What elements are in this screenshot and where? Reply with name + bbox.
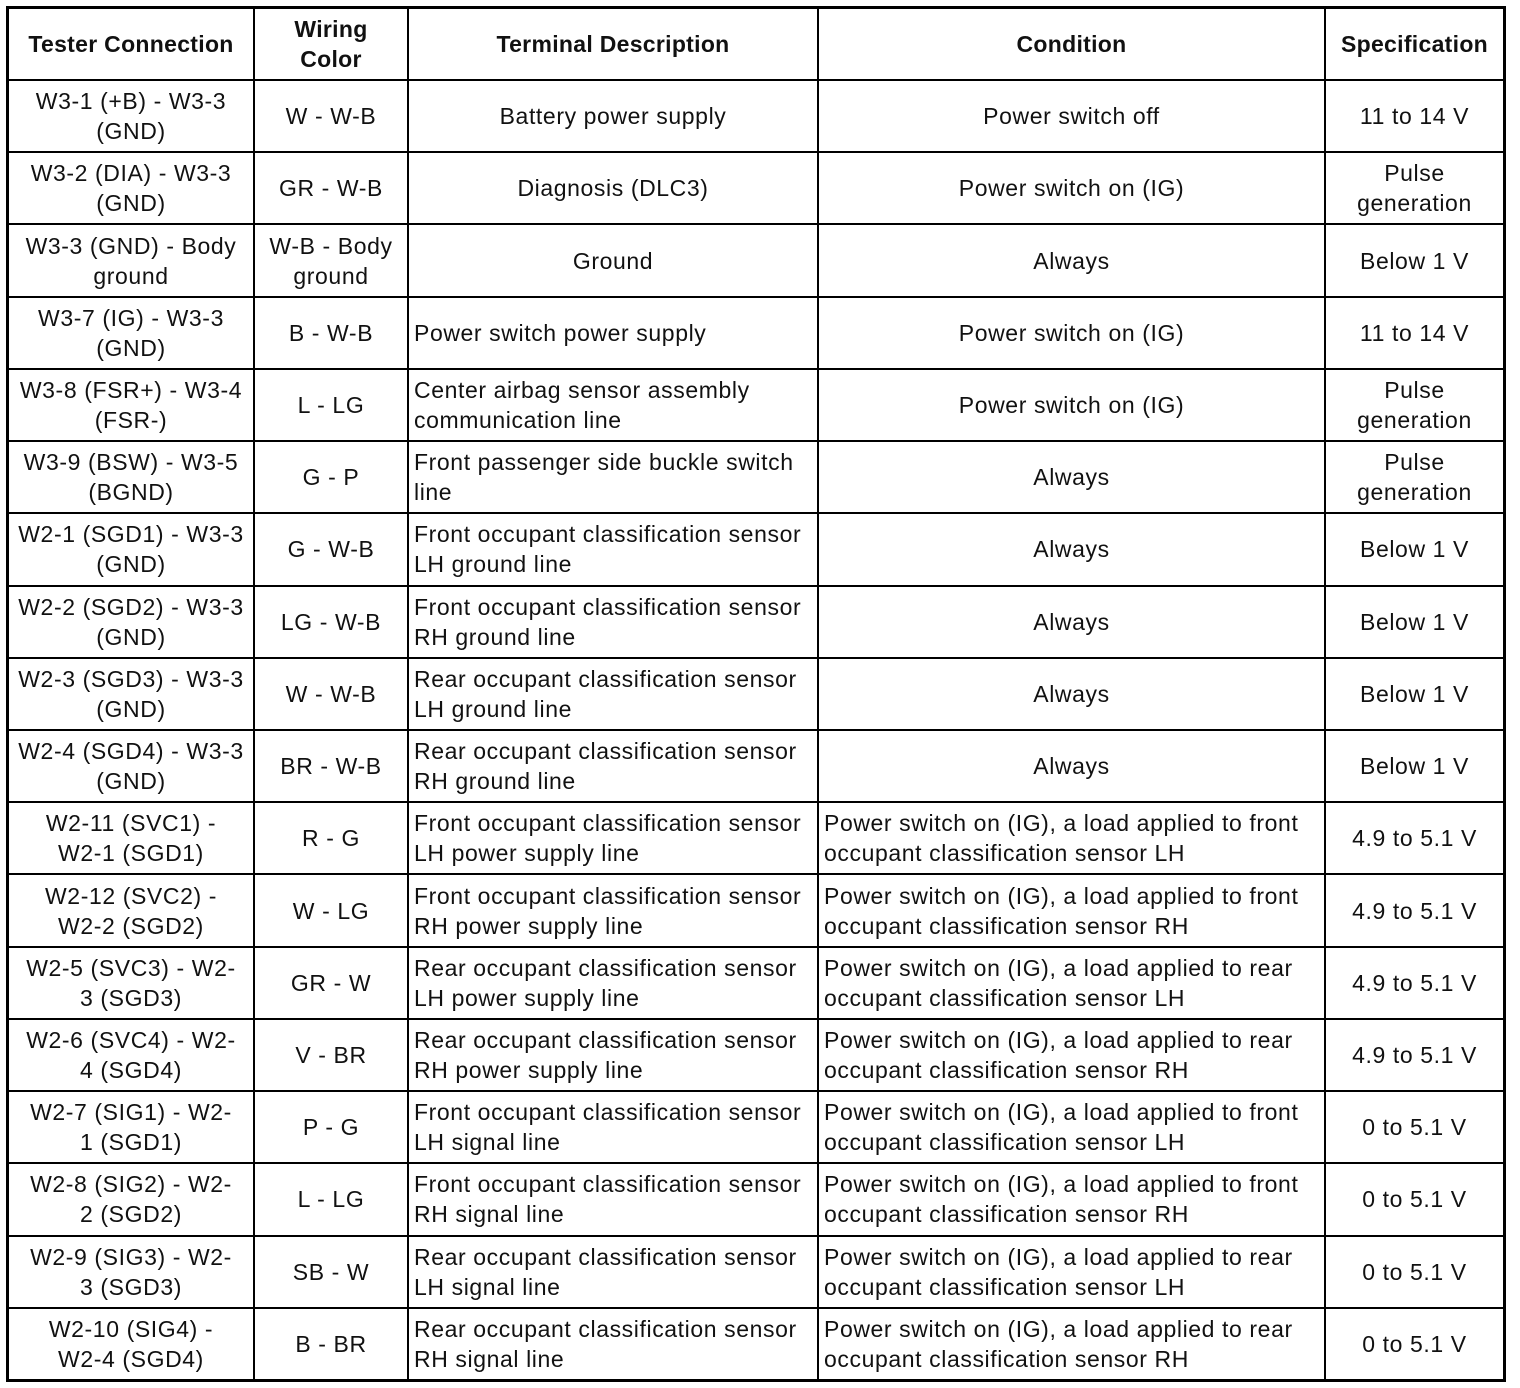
wiring-color-cell: V - BR <box>254 1019 408 1091</box>
table-row <box>9 297 1503 369</box>
tester-connection-cell: W3-8 (FSR+) - W3-4 (FSR-) <box>9 369 254 441</box>
terminal-description-cell: Rear occupant classification sensor LH signal line <box>408 1236 818 1308</box>
table-header-row <box>9 9 1503 80</box>
table-row <box>9 730 1503 802</box>
condition-cell: Always <box>818 586 1325 658</box>
wiring-color-cell: BR - W-B <box>254 730 408 802</box>
table-row <box>9 1236 1503 1308</box>
specification-cell: 4.9 to 5.1 V <box>1325 874 1503 946</box>
condition-cell: Power switch on (IG) <box>818 369 1325 441</box>
terminal-description-cell: Rear occupant classification sensor RH signal line <box>408 1308 818 1379</box>
specification-cell: Below 1 V <box>1325 224 1503 296</box>
table-row <box>9 658 1503 730</box>
wiring-color-cell: W - W-B <box>254 658 408 730</box>
wiring-color-cell: R - G <box>254 802 408 874</box>
terminal-inspection-table <box>9 9 1503 1379</box>
condition-cell: Power switch on (IG), a load applied to front occupant classification sensor LH <box>818 1091 1325 1163</box>
table-row <box>9 369 1503 441</box>
terminal-description-cell: Front occupant classification sensor LH signal line <box>408 1091 818 1163</box>
wiring-color-cell: B - BR <box>254 1308 408 1379</box>
tester-connection-cell: W3-9 (BSW) - W3-5 (BGND) <box>9 441 254 513</box>
condition-cell: Always <box>818 513 1325 585</box>
tester-connection-cell: W2-5 (SVC3) - W2-3 (SGD3) <box>9 947 254 1019</box>
condition-cell: Always <box>818 658 1325 730</box>
wiring-color-cell: W - LG <box>254 874 408 946</box>
table-row <box>9 224 1503 296</box>
terminal-description-cell: Ground <box>408 224 818 296</box>
condition-cell: Power switch on (IG) <box>818 297 1325 369</box>
wiring-color-cell: L - LG <box>254 1163 408 1235</box>
condition-cell: Always <box>818 730 1325 802</box>
specification-cell: Pulse generation <box>1325 369 1503 441</box>
header-condition: Condition <box>818 9 1325 80</box>
terminal-description-cell: Power switch power supply <box>408 297 818 369</box>
condition-cell: Always <box>818 224 1325 296</box>
header-terminal-description: Terminal Description <box>408 9 818 80</box>
specification-cell: 11 to 14 V <box>1325 80 1503 152</box>
tester-connection-cell: W3-1 (+B) - W3-3 (GND) <box>9 80 254 152</box>
terminal-description-cell: Front occupant classification sensor RH ground line <box>408 586 818 658</box>
wiring-color-cell: LG - W-B <box>254 586 408 658</box>
tester-connection-cell: W2-2 (SGD2) - W3-3 (GND) <box>9 586 254 658</box>
specification-cell: Below 1 V <box>1325 513 1503 585</box>
tester-connection-cell: W2-1 (SGD1) - W3-3 (GND) <box>9 513 254 585</box>
inspection-table-frame <box>6 6 1506 1382</box>
condition-cell: Power switch on (IG), a load applied to front occupant classification sensor RH <box>818 1163 1325 1235</box>
condition-cell: Power switch on (IG) <box>818 152 1325 224</box>
header-specification: Specification <box>1325 9 1503 80</box>
specification-cell: 4.9 to 5.1 V <box>1325 947 1503 1019</box>
terminal-description-cell: Diagnosis (DLC3) <box>408 152 818 224</box>
table-row <box>9 441 1503 513</box>
condition-cell: Always <box>818 441 1325 513</box>
specification-cell: 0 to 5.1 V <box>1325 1091 1503 1163</box>
condition-cell: Power switch off <box>818 80 1325 152</box>
terminal-description-cell: Rear occupant classification sensor RH ground line <box>408 730 818 802</box>
wiring-color-cell: B - W-B <box>254 297 408 369</box>
wiring-color-cell: W-B - Body ground <box>254 224 408 296</box>
terminal-description-cell: Rear occupant classification sensor RH power supply line <box>408 1019 818 1091</box>
wiring-color-cell: L - LG <box>254 369 408 441</box>
tester-connection-cell: W3-2 (DIA) - W3-3 (GND) <box>9 152 254 224</box>
tester-connection-cell: W2-11 (SVC1) - W2-1 (SGD1) <box>9 802 254 874</box>
terminal-description-cell: Rear occupant classification sensor LH ground line <box>408 658 818 730</box>
tester-connection-cell: W2-9 (SIG3) - W2-3 (SGD3) <box>9 1236 254 1308</box>
header-wiring-color: Wiring Color <box>254 9 408 80</box>
specification-cell: Below 1 V <box>1325 658 1503 730</box>
specification-cell: Pulse generation <box>1325 152 1503 224</box>
table-row <box>9 586 1503 658</box>
table-row <box>9 1091 1503 1163</box>
specification-cell: 0 to 5.1 V <box>1325 1163 1503 1235</box>
terminal-description-cell: Battery power supply <box>408 80 818 152</box>
condition-cell: Power switch on (IG), a load applied to front occupant classification sensor LH <box>818 802 1325 874</box>
specification-cell: Below 1 V <box>1325 586 1503 658</box>
wiring-color-cell: SB - W <box>254 1236 408 1308</box>
table-row <box>9 1163 1503 1235</box>
wiring-color-cell: P - G <box>254 1091 408 1163</box>
tester-connection-cell: W2-6 (SVC4) - W2-4 (SGD4) <box>9 1019 254 1091</box>
table-row <box>9 513 1503 585</box>
tester-connection-cell: W2-7 (SIG1) - W2-1 (SGD1) <box>9 1091 254 1163</box>
condition-cell: Power switch on (IG), a load applied to front occupant classification sensor RH <box>818 874 1325 946</box>
specification-cell: 4.9 to 5.1 V <box>1325 802 1503 874</box>
header-tester-connection: Tester Connection <box>9 9 254 80</box>
table-row <box>9 874 1503 946</box>
tester-connection-cell: W3-7 (IG) - W3-3 (GND) <box>9 297 254 369</box>
tester-connection-cell: W2-3 (SGD3) - W3-3 (GND) <box>9 658 254 730</box>
tester-connection-cell: W2-12 (SVC2) - W2-2 (SGD2) <box>9 874 254 946</box>
tester-connection-cell: W2-4 (SGD4) - W3-3 (GND) <box>9 730 254 802</box>
specification-cell: 0 to 5.1 V <box>1325 1308 1503 1379</box>
table-row <box>9 1019 1503 1091</box>
terminal-description-cell: Front occupant classification sensor LH ground line <box>408 513 818 585</box>
wiring-color-cell: W - W-B <box>254 80 408 152</box>
tester-connection-cell: W2-8 (SIG2) - W2-2 (SGD2) <box>9 1163 254 1235</box>
table-row <box>9 1308 1503 1379</box>
table-row <box>9 80 1503 152</box>
terminal-description-cell: Rear occupant classification sensor LH power supply line <box>408 947 818 1019</box>
terminal-description-cell: Front occupant classification sensor RH signal line <box>408 1163 818 1235</box>
specification-cell: 11 to 14 V <box>1325 297 1503 369</box>
condition-cell: Power switch on (IG), a load applied to rear occupant classification sensor LH <box>818 1236 1325 1308</box>
tester-connection-cell: W2-10 (SIG4) - W2-4 (SGD4) <box>9 1308 254 1379</box>
condition-cell: Power switch on (IG), a load applied to rear occupant classification sensor RH <box>818 1308 1325 1379</box>
specification-cell: Pulse generation <box>1325 441 1503 513</box>
condition-cell: Power switch on (IG), a load applied to rear occupant classification sensor LH <box>818 947 1325 1019</box>
terminal-description-cell: Center airbag sensor assembly communication line <box>408 369 818 441</box>
table-row <box>9 947 1503 1019</box>
terminal-description-cell: Front occupant classification sensor RH power supply line <box>408 874 818 946</box>
terminal-description-cell: Front passenger side buckle switch line <box>408 441 818 513</box>
table-row <box>9 802 1503 874</box>
specification-cell: Below 1 V <box>1325 730 1503 802</box>
specification-cell: 0 to 5.1 V <box>1325 1236 1503 1308</box>
wiring-color-cell: G - W-B <box>254 513 408 585</box>
terminal-description-cell: Front occupant classification sensor LH power supply line <box>408 802 818 874</box>
wiring-color-cell: GR - W-B <box>254 152 408 224</box>
wiring-color-cell: G - P <box>254 441 408 513</box>
specification-cell: 4.9 to 5.1 V <box>1325 1019 1503 1091</box>
condition-cell: Power switch on (IG), a load applied to rear occupant classification sensor RH <box>818 1019 1325 1091</box>
tester-connection-cell: W3-3 (GND) - Body ground <box>9 224 254 296</box>
wiring-color-cell: GR - W <box>254 947 408 1019</box>
table-row <box>9 152 1503 224</box>
